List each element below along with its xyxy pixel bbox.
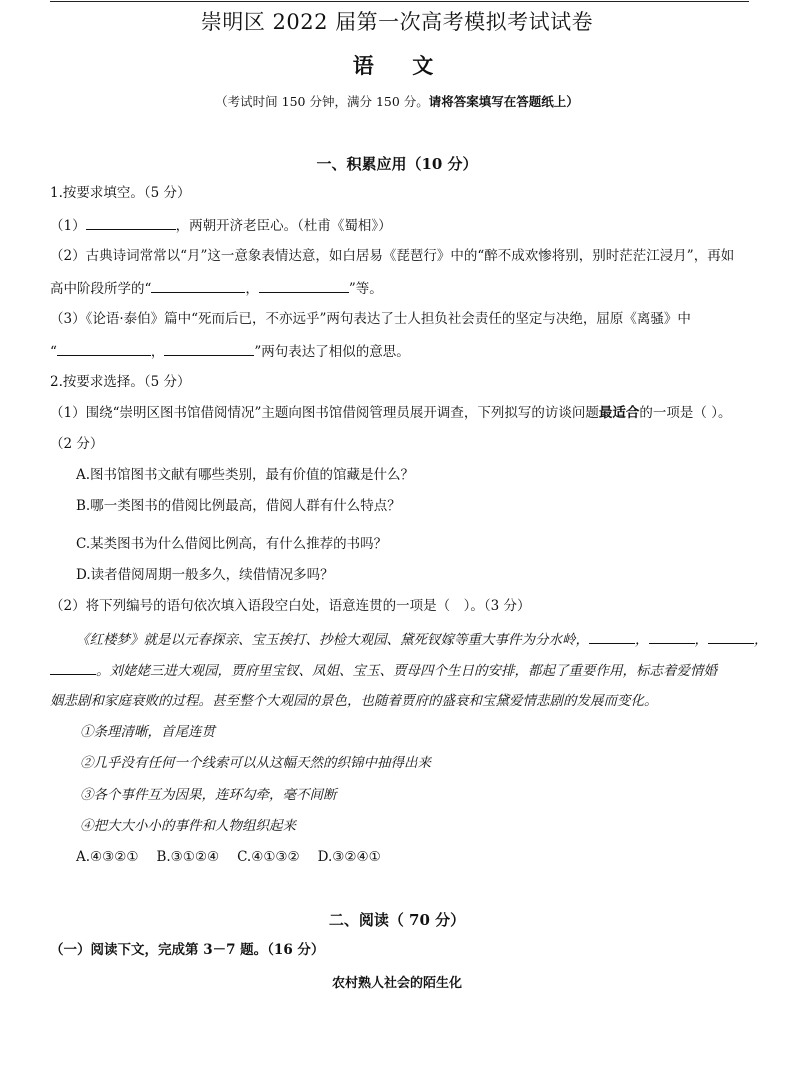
passage-comma: ， <box>754 632 768 648</box>
answer-blank[interactable] <box>151 278 245 293</box>
q1-part2-lead: 高中阶段所学的“ <box>50 281 152 297</box>
choice-c[interactable]: C.④①③② <box>237 849 300 865</box>
note-plain: （考试时间 150 分钟，满分 150 分。 <box>215 94 429 109</box>
exam-note <box>0 92 794 110</box>
exam-title: 崇明区 2022 届第一次高考模拟考试试卷 <box>200 10 594 34</box>
q2-sub1-emphasis: 最适合 <box>598 405 640 421</box>
q1-part1 <box>50 215 392 236</box>
q1-part3-tail: ”两句表达了相似的意思。 <box>254 344 410 360</box>
section2-heading: 二、阅读（ 70 分） <box>328 911 466 929</box>
answer-blank[interactable] <box>57 341 151 356</box>
note-bold: 请将答案填写在答题纸上） <box>428 94 579 109</box>
q1-part2-sep: ， <box>245 281 259 297</box>
section1-heading: 一、积累应用（10 分） <box>316 155 478 173</box>
option-c[interactable]: C.某类图书为什么借阅比例高，有什么推荐的书吗？ <box>76 536 388 552</box>
item-1: ①条理清晰，首尾连贯 <box>80 724 215 740</box>
answer-blank[interactable] <box>259 278 349 293</box>
choice-a[interactable]: A.④③②① <box>76 849 139 865</box>
answer-blank[interactable] <box>649 629 695 644</box>
q1-part3-lead: “ <box>50 344 57 360</box>
item-4: ④把大大小小的事件和人物组织起来 <box>80 818 296 834</box>
item-3: ③各个事件互为因果，连环勾牵，毫不间断 <box>80 787 337 803</box>
q2-stem: 2.按要求选择。（5 分） <box>50 374 191 390</box>
option-a[interactable]: A.图书馆图书文献有哪些类别，最有价值的馆藏是什么？ <box>76 467 415 483</box>
passage-text: 《红楼梦》就是以元春探亲、宝玉挨打、抄检大观园、黛死钗嫁等重大事件为分水岭， <box>76 632 589 648</box>
passage-line3: 姻悲剧和家庭衰败的过程。甚至整个大观园的景色，也随着贾府的盛衰和宝黛爱情悲剧的发展而变化。 <box>50 693 658 709</box>
q1-part1-text: ，两朝开济老臣心。（杜甫《蜀相》） <box>175 218 392 234</box>
choice-d[interactable]: D.③②④① <box>317 849 381 865</box>
q2-sub1-text: （1）围绕“崇明区图书馆借阅情况”主题向图书馆借阅管理员展开调查，下列拟写的访谈问题 <box>50 405 599 421</box>
item-2: ②几乎没有任何一个线索可以从这幅天然的织锦中抽得出来 <box>80 755 431 771</box>
q1-part2-tail: ”等。 <box>348 281 383 297</box>
q1-part1-num: （1） <box>50 218 86 234</box>
answer-choices <box>76 847 399 867</box>
q1-part3-line1: （3）《论语·泰伯》篇中“死而后已，不亦远乎”两句表达了士人担负社会责任的坚定与决绝，屈原《离骚》中 <box>50 311 691 327</box>
answer-blank[interactable] <box>589 629 635 644</box>
passage-title: 农村熟人社会的陌生化 <box>331 976 462 991</box>
option-b[interactable]: B.哪一类图书的借阅比例最高，借阅人群有什么特点？ <box>76 498 401 514</box>
q1-part3-line2 <box>50 341 410 362</box>
q2-sub1-line2: （2 分） <box>50 436 104 452</box>
subject-title: 语 文 <box>352 53 442 78</box>
part1-instruction: （一）阅读下文，完成第 3－7 题。（16 分） <box>50 942 325 958</box>
q1-part2-line2 <box>50 278 383 299</box>
q1-part2-line1: （2）古典诗词常常以“月”这一意象表情达意，如白居易《琵琶行》中的“醉不成欢惨将别，别时茫茫江浸月”，再如 <box>50 248 735 264</box>
choice-b[interactable]: B.③①②④ <box>156 849 220 865</box>
q2-sub1-tail: 的一项是（ ）。 <box>639 405 732 421</box>
passage-text: 。刘姥姥三进大观园，贾府里宝钗、凤姐、宝玉、贾母四个生日的安排，都起了重要作用，标志着爱情婚 <box>96 663 717 679</box>
q2-sub1-line1 <box>50 403 731 423</box>
header-rule <box>50 1 749 2</box>
answer-blank[interactable] <box>50 660 96 675</box>
q2-sub2-stem: （2）将下列编号的语句依次填入语段空白处，语意连贯的一项是（ ）。（3 分） <box>50 598 531 614</box>
passage-line1: 《红楼梦》就是以元春探亲、宝玉挨打、抄检大观园、黛死钗嫁等重大事件为分水岭， ， ， ， <box>50 629 768 650</box>
answer-blank[interactable] <box>86 215 176 230</box>
answer-blank[interactable] <box>164 341 254 356</box>
passage-line2 <box>50 660 717 681</box>
q1-part3-sep: ， <box>150 344 165 360</box>
option-d[interactable]: D.读者借阅周期一般多久，续借情况多吗？ <box>76 567 334 583</box>
answer-blank[interactable] <box>708 629 754 644</box>
q1-stem: 1.按要求填空。（5 分） <box>50 185 191 201</box>
